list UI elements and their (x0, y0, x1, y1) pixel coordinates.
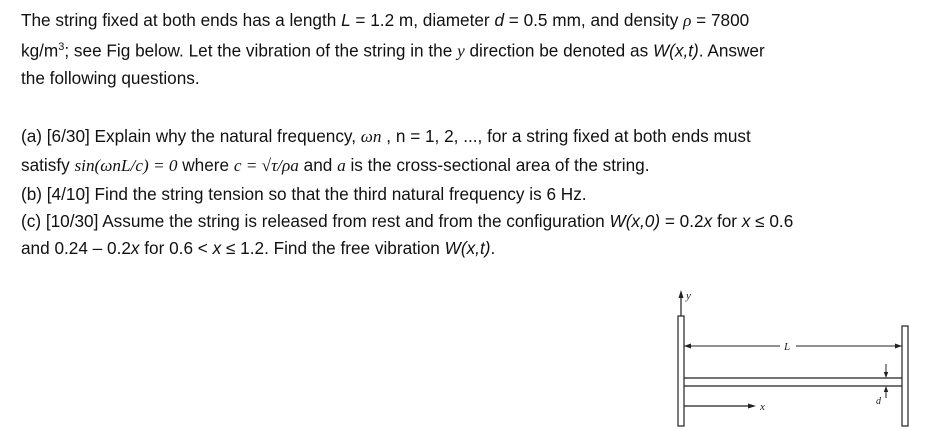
length-symbol: L (341, 10, 351, 30)
qa-text-5: and (298, 155, 338, 175)
omega-n-symbol: ωn (360, 127, 382, 146)
qa-text-6: is the cross-sectional area of the string. (345, 155, 650, 175)
frequency-equation: sin(ωnL/c) = 0 (74, 156, 178, 175)
x-symbol: x (212, 238, 222, 258)
x-symbol: x (130, 238, 140, 258)
displacement-function: W(x,t) (652, 40, 699, 61)
diameter-label: d (876, 396, 881, 407)
qa-text-2: , n = 1, 2, ..., for a string fixed at both ends must (381, 126, 751, 146)
area-symbol: a (337, 156, 346, 175)
intro-text-8: . Answer (698, 40, 765, 61)
density-symbol: ρ (683, 11, 692, 30)
qa-text-3: satisfy (21, 155, 75, 175)
superscript-3: 3 (58, 41, 65, 53)
string-figure (670, 286, 920, 436)
qc-text-4: ≤ 0.6 (750, 211, 794, 231)
qc-text-3: for (712, 211, 742, 231)
problem-intro (21, 7, 936, 92)
qb-text: (b) [4/10] Find the string tension so that the third natural frequency is 6 Hz. (21, 184, 587, 204)
intro-text-3: = 0.5 mm, and density (504, 10, 684, 30)
qc-text-7: ≤ 1.2. Find the free vibration (221, 238, 445, 258)
wave-speed-equation: c = √τ/ρa (233, 156, 299, 175)
question-a (21, 122, 936, 180)
initial-condition-function: W(x,0) (609, 211, 661, 231)
qc-text-5: and 0.24 – 0.2 (21, 238, 131, 258)
displacement-function: W(x,t) (444, 238, 491, 258)
length-arrow-left (684, 344, 691, 349)
intro-text-4: = 7800 (691, 10, 750, 30)
qc-text-1: (c) [10/30] Assume the string is released from rest and from the configuration (21, 211, 610, 231)
y-axis-arrow (679, 290, 684, 298)
qa-text-1: (a) [6/30] Explain why the natural frequency, (21, 126, 361, 146)
intro-text-6: ; see Fig below. Let the vibration of the string in the (64, 40, 458, 61)
x-symbol: x (703, 211, 713, 231)
intro-text-9: the following questions. (21, 67, 200, 88)
intro-text-2: = 1.2 m, diameter (350, 10, 495, 30)
question-b (21, 181, 936, 208)
diameter-symbol: d (494, 10, 504, 30)
qc-text-2: = 0.2 (660, 211, 704, 231)
right-wall (902, 326, 908, 426)
intro-text-7: direction be denoted as (464, 40, 653, 61)
left-wall (678, 316, 684, 426)
qc-text-6: for 0.6 < (139, 238, 213, 258)
length-arrow-right (895, 344, 902, 349)
qa-text-4: where (177, 155, 234, 175)
x-axis-arrow (748, 404, 756, 409)
qc-text-8: . (490, 238, 496, 258)
question-c (21, 208, 936, 262)
x-symbol: x (741, 211, 751, 231)
length-label: L (784, 341, 791, 353)
y-symbol: y (457, 41, 465, 61)
diameter-arrow-bottom (884, 386, 888, 392)
x-axis-label: x (760, 401, 765, 413)
intro-text-1: The string fixed at both ends has a length (21, 10, 342, 30)
intro-text-5: kg/m (21, 40, 59, 61)
diameter-arrow-top (884, 372, 888, 378)
y-axis-label: y (686, 290, 691, 302)
